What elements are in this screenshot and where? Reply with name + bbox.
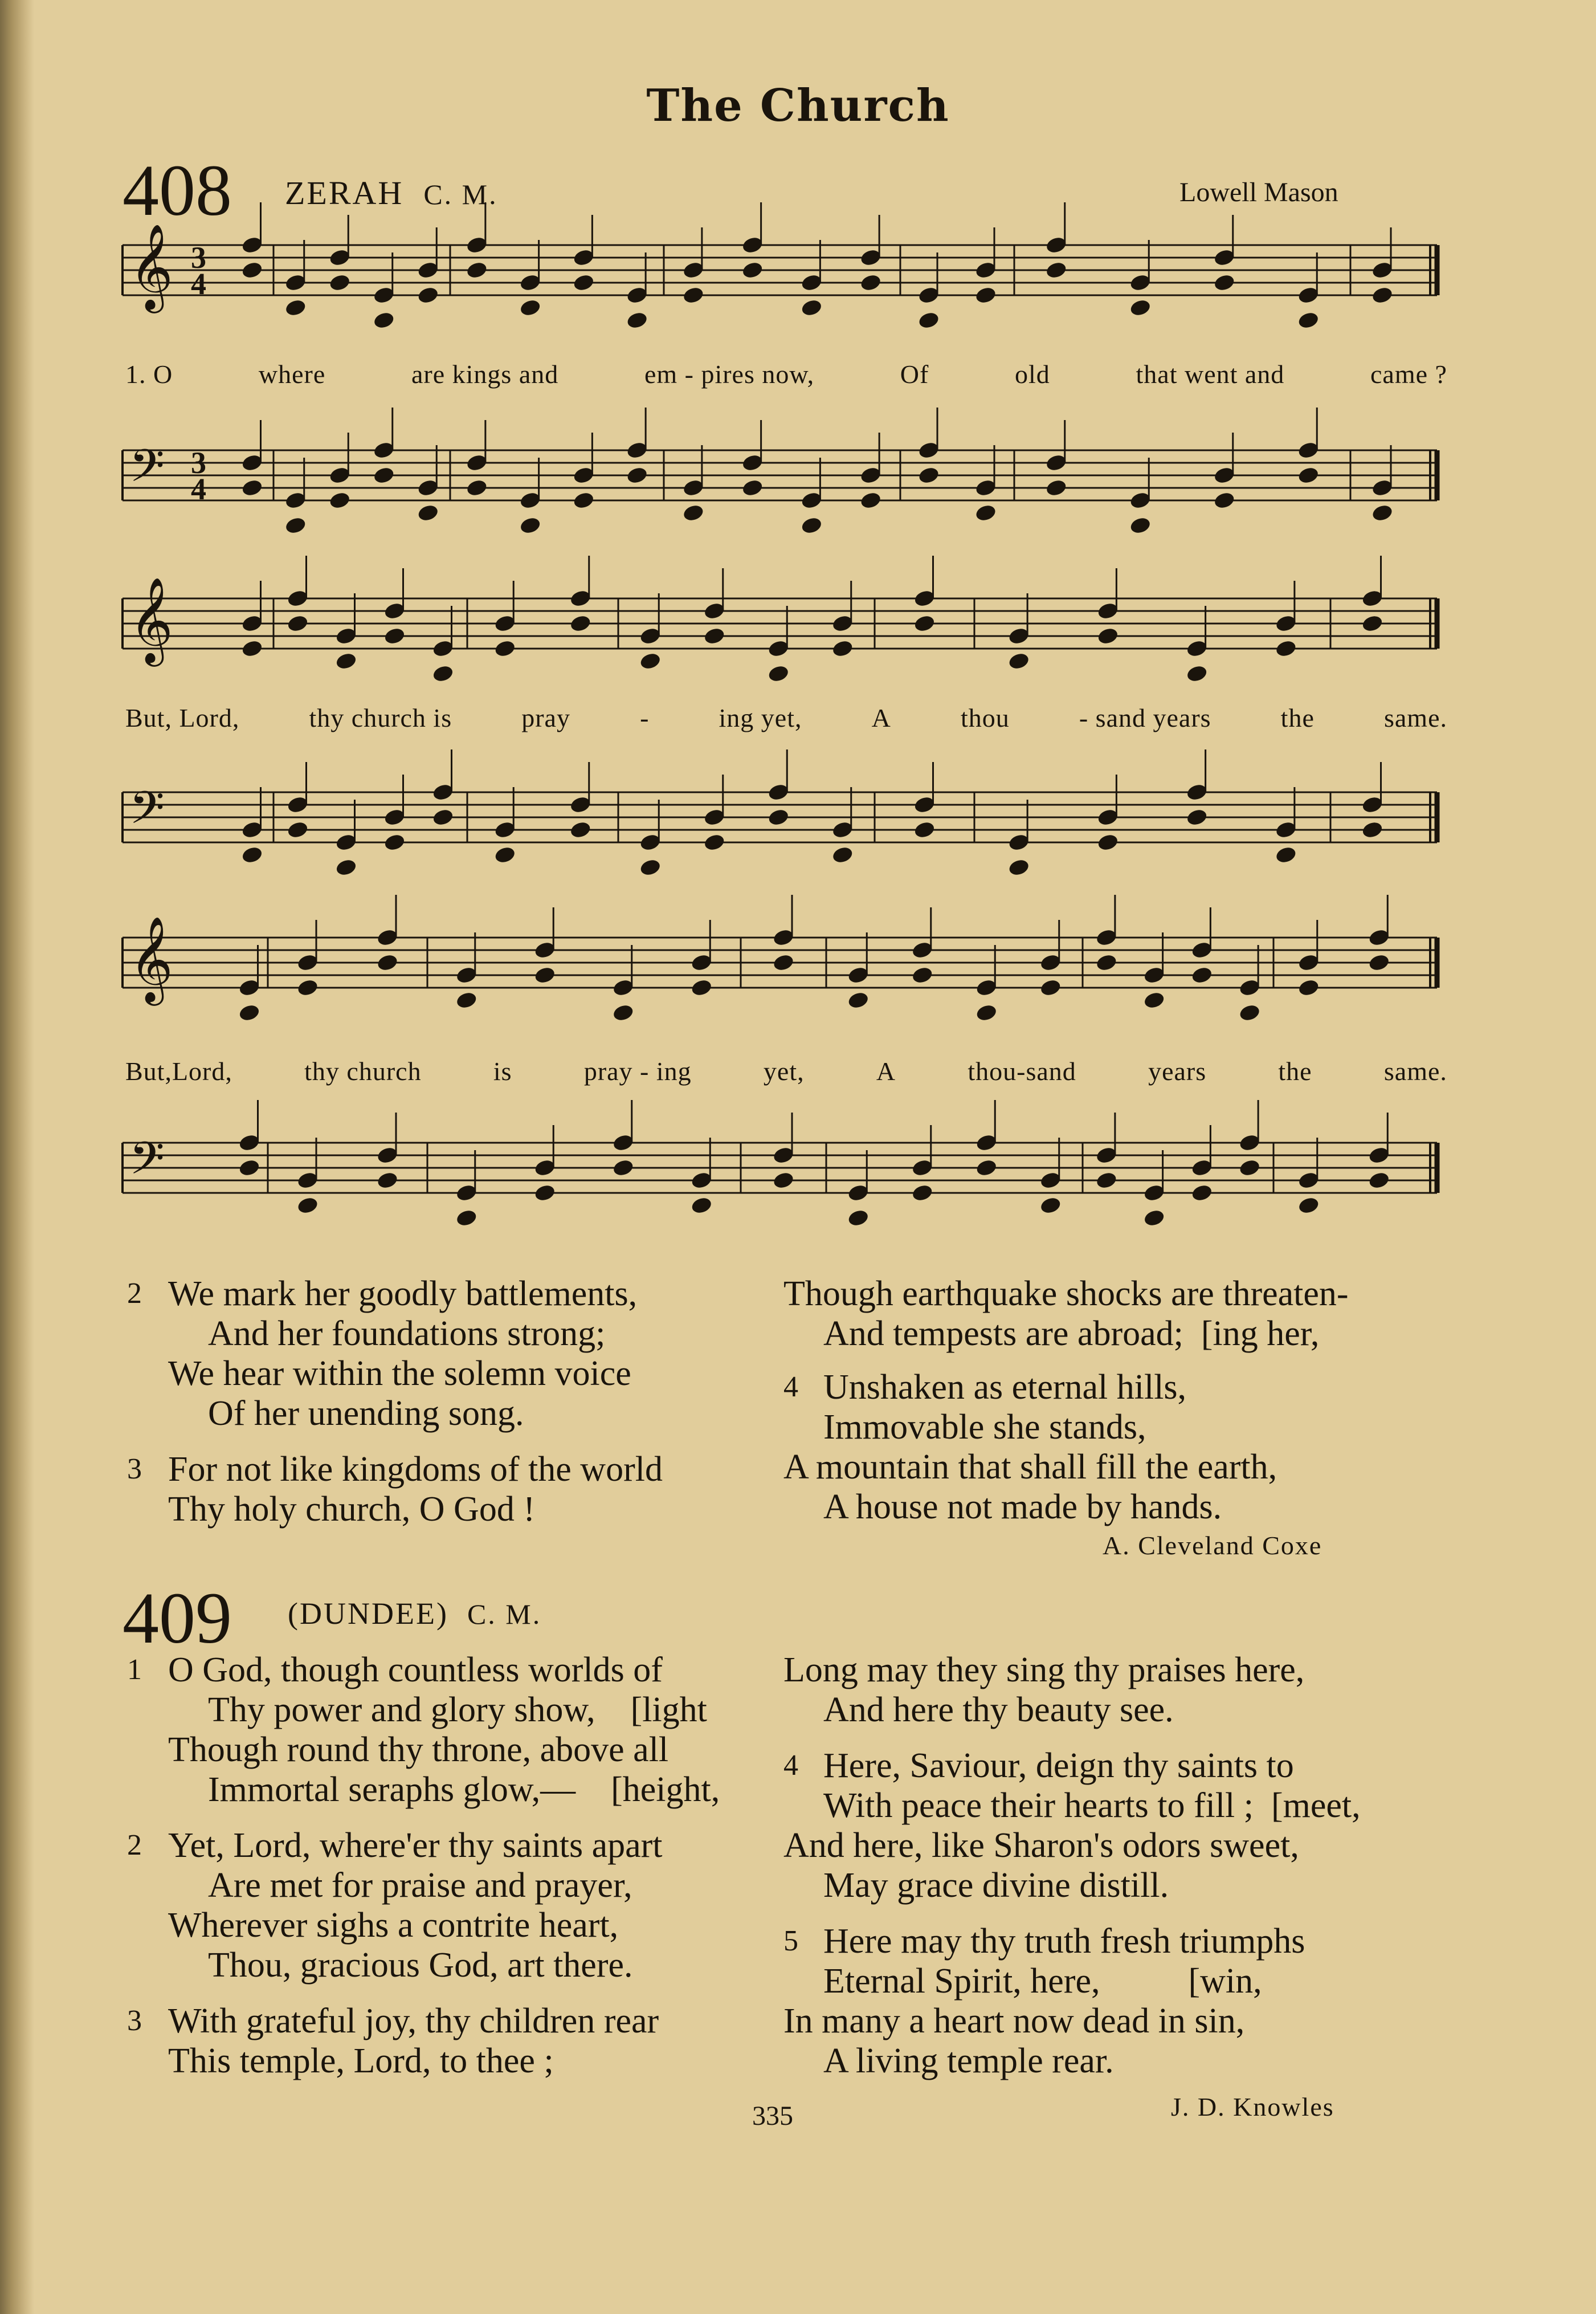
note-head — [1143, 1208, 1166, 1228]
hymn-408-author: A. Cleveland Coxe — [1103, 1531, 1322, 1560]
hymn-409-tune — [288, 1596, 541, 1631]
note-head — [519, 298, 542, 317]
note-head — [328, 491, 351, 510]
note-head — [767, 808, 790, 827]
lyric-syllable: thy church is — [309, 703, 452, 732]
note-head — [569, 820, 592, 840]
note-head — [238, 1003, 260, 1022]
note-head — [238, 1158, 260, 1178]
lyric-syllable: Of — [900, 360, 929, 389]
page-number: 335 — [752, 2101, 793, 2131]
note-head — [626, 311, 648, 330]
hymn-409-verse-2 — [127, 1826, 875, 1985]
note-head — [1297, 466, 1320, 485]
note-head — [1129, 516, 1152, 535]
note-head — [741, 478, 764, 498]
note-head — [1368, 1171, 1390, 1190]
lyric-syllable: thy church — [304, 1057, 422, 1086]
lyric-syllable: where — [258, 360, 326, 389]
note-head — [376, 953, 399, 972]
time-signature: 4 — [191, 472, 206, 506]
note-head — [373, 311, 395, 330]
note-head — [1297, 311, 1320, 330]
lyric-syllable: pray — [521, 703, 570, 732]
note-head — [690, 978, 713, 997]
verse-line: Thy power and glory show, [light — [208, 1690, 707, 1729]
note-head — [455, 1208, 478, 1228]
verse-line: Though round thy throne, above all — [168, 1730, 669, 1769]
verse-line: Eternal Spirit, here, [win, — [823, 1962, 1262, 2001]
note-head — [1368, 953, 1390, 972]
note-head — [334, 858, 357, 877]
note-head — [831, 639, 854, 658]
note-head — [703, 626, 726, 646]
lyric-syllable: the — [1280, 703, 1315, 732]
note-head — [533, 965, 556, 985]
verse-line: With peace their hearts to fill ; [meet, — [823, 1786, 1361, 1825]
treble-clef-icon: 𝄞 — [129, 915, 173, 1002]
verse-line: O God, though countless worlds of — [168, 1651, 663, 1689]
bass-clef-icon: 𝄢 — [129, 781, 165, 845]
note-head — [1297, 1196, 1320, 1215]
note-head — [334, 651, 357, 671]
note-head — [466, 260, 488, 280]
verse-line: Thy holy church, O God ! — [168, 1490, 535, 1529]
note-head — [772, 1171, 795, 1190]
hymn-408-lyrics-system-1 — [125, 359, 1447, 393]
note-head — [1186, 664, 1209, 683]
lyric-syllable: that went and — [1136, 360, 1285, 389]
note-head — [1096, 833, 1119, 852]
note-head — [572, 491, 595, 510]
treble-clef-icon: 𝄞 — [129, 576, 173, 663]
note-head — [682, 503, 705, 523]
lyric-syllable: old — [1015, 360, 1050, 389]
note-head — [847, 991, 870, 1010]
time-signature: 4 — [191, 267, 206, 301]
hymn-409-verse-5 — [783, 1921, 1490, 2081]
lyric-syllable: same. — [1383, 703, 1447, 732]
verse-number: 1 — [127, 1653, 142, 1686]
note-head — [296, 978, 319, 997]
note-head — [1007, 858, 1030, 877]
note-head — [286, 614, 309, 633]
verse-line: And here thy beauty see. — [823, 1690, 1174, 1729]
verse-line: Immovable she stands, — [823, 1408, 1146, 1447]
note-head — [431, 808, 454, 827]
hymn-409-verse-4 — [783, 1746, 1490, 1905]
lyric-syllable: thou — [960, 703, 1010, 732]
hymn-409-verse-3 — [127, 2001, 875, 2081]
verse-line: A living temple rear. — [823, 2042, 1114, 2080]
verse-line: Wherever sighs a contrite heart, — [168, 1906, 619, 1945]
note-head — [1371, 286, 1394, 305]
verse-line: Here, Saviour, deign thy saints to — [823, 1746, 1294, 1785]
verse-line: Though earthquake shocks are threaten- — [783, 1274, 1349, 1313]
verse-line: And here, like Sharon's odors sweet, — [783, 1826, 1299, 1865]
note-head — [1361, 820, 1383, 840]
note-head — [1039, 1196, 1062, 1215]
lyric-syllable: - — [640, 703, 650, 732]
note-head — [572, 273, 595, 292]
note-head — [974, 286, 997, 305]
verse-number: 2 — [127, 1277, 142, 1310]
note-head — [296, 1196, 319, 1215]
hymn-408-verse-3 — [127, 1449, 875, 1529]
verse-line: We hear within the solemn voice — [168, 1354, 631, 1393]
note-head — [240, 260, 263, 280]
verse-line: Are met for praise and prayer, — [208, 1866, 632, 1905]
note-head — [911, 1183, 934, 1203]
treble-clef-icon: 𝄞 — [129, 223, 173, 309]
note-head — [911, 965, 934, 985]
running-head: The Church — [646, 80, 950, 132]
meter: C. M. — [467, 1598, 542, 1630]
hymn-408-composer: Lowell Mason — [1179, 177, 1338, 207]
verse-number: 3 — [127, 2005, 142, 2037]
hymn-408-lyrics-system-3 — [125, 1056, 1447, 1090]
hymn-409-number: 409 — [123, 1578, 232, 1659]
note-head — [1297, 978, 1320, 997]
note-head — [626, 466, 648, 485]
note-head — [639, 858, 662, 877]
note-head — [800, 298, 823, 317]
note-head — [493, 845, 516, 865]
verse-number: 4 — [783, 1371, 798, 1403]
note-head — [1238, 1003, 1261, 1022]
lyric-syllable: same. — [1383, 1057, 1447, 1086]
lyric-syllable: - sand years — [1079, 703, 1211, 732]
note-head — [1039, 978, 1062, 997]
note-head — [373, 466, 395, 485]
lyric-syllable: the — [1278, 1057, 1312, 1086]
note-head — [1095, 1171, 1118, 1190]
lyric-syllable: A — [871, 703, 891, 732]
note-head — [328, 273, 351, 292]
note-head — [612, 1158, 635, 1178]
note-head — [1095, 953, 1118, 972]
note-head — [493, 639, 516, 658]
hymn-409-verses-left — [127, 1650, 875, 2097]
verse-number: 4 — [783, 1749, 798, 1782]
note-head — [690, 1196, 713, 1215]
note-head — [376, 1171, 399, 1190]
verse-line: May grace divine distill. — [823, 1866, 1169, 1905]
note-head — [1129, 298, 1152, 317]
note-head — [466, 478, 488, 498]
lyric-syllable: But, Lord, — [125, 703, 240, 732]
verse-number: 5 — [783, 1925, 798, 1957]
verse-line: This temple, Lord, to thee ; — [168, 2042, 554, 2080]
note-head — [859, 273, 882, 292]
hymn-408-verses-left — [127, 1274, 875, 1545]
lyric-syllable: years — [1148, 1057, 1207, 1086]
note-head — [417, 286, 439, 305]
note-head — [519, 516, 542, 535]
verse-line: Of her unending song. — [208, 1394, 524, 1433]
lyric-syllable: But,Lord, — [125, 1057, 232, 1086]
note-head — [1007, 651, 1030, 671]
verse-line: And her foundations strong; — [208, 1314, 606, 1353]
note-head — [286, 820, 309, 840]
note-head — [767, 664, 790, 683]
tune-name: ZERAH — [285, 174, 404, 211]
hymn-408-lyrics-system-2 — [125, 703, 1447, 737]
hymn-409-author: J. D. Knowles — [1171, 2092, 1334, 2121]
note-head — [569, 614, 592, 633]
note-head — [284, 298, 307, 317]
note-head — [1096, 626, 1119, 646]
lyric-syllable: 1. O — [125, 360, 173, 389]
note-head — [913, 820, 936, 840]
verse-line: A house not made by hands. — [823, 1488, 1222, 1526]
note-head — [741, 260, 764, 280]
verse-line: Unshaken as eternal hills, — [823, 1368, 1187, 1407]
time-signature: 3 — [191, 241, 206, 275]
lyric-syllable: yet, — [763, 1057, 805, 1086]
hymn-408-verse-2 — [127, 1274, 875, 1433]
lyric-syllable: came ? — [1370, 360, 1447, 389]
verse-line: Thou, gracious God, art there. — [208, 1946, 633, 1985]
verse-line: With grateful joy, thy children rear — [168, 2002, 659, 2040]
note-head — [1045, 260, 1068, 280]
hymn-409-verse-3-cont — [783, 1650, 1490, 1730]
note-head — [974, 503, 997, 523]
note-head — [1186, 808, 1209, 827]
note-head — [1361, 614, 1383, 633]
verse-line: We mark her goodly battlements, — [168, 1274, 638, 1313]
note-head — [533, 1183, 556, 1203]
lyric-syllable: em - pires now, — [644, 360, 815, 389]
meter: C. M. — [423, 178, 498, 210]
note-head — [1238, 1158, 1261, 1178]
lyric-syllable: A — [876, 1057, 896, 1086]
verse-line: A mountain that shall fill the earth, — [783, 1448, 1277, 1486]
verse-number: 2 — [127, 1829, 142, 1861]
note-head — [1371, 503, 1394, 523]
verse-line: In many a heart now dead in sin, — [783, 2002, 1245, 2040]
lyric-syllable: ing yet, — [719, 703, 802, 732]
note-head — [682, 286, 705, 305]
note-head — [800, 516, 823, 535]
note-head — [417, 503, 439, 523]
verse-line: Immortal seraphs glow,— [height, — [208, 1770, 720, 1809]
note-head — [847, 1208, 870, 1228]
note-head — [975, 1003, 998, 1022]
note-head — [1045, 478, 1068, 498]
lyric-syllable: pray - ing — [583, 1057, 692, 1086]
note-head — [1190, 1183, 1213, 1203]
note-head — [383, 833, 406, 852]
note-head — [917, 311, 940, 330]
note-head — [1190, 965, 1213, 985]
note-head — [284, 516, 307, 535]
note-head — [859, 491, 882, 510]
hymn-408-verse-4 — [783, 1367, 1490, 1527]
note-head — [1213, 491, 1236, 510]
note-head — [1275, 845, 1297, 865]
note-head — [240, 845, 263, 865]
note-head — [383, 626, 406, 646]
note-head — [703, 833, 726, 852]
verse-line: Long may they sing thy praises here, — [783, 1651, 1305, 1689]
bass-clef-icon: 𝄢 — [129, 1132, 165, 1196]
note-head — [831, 845, 854, 865]
note-head — [639, 651, 662, 671]
verse-line: For not like kingdoms of the world — [168, 1450, 663, 1489]
lyric-syllable: is — [493, 1057, 512, 1086]
note-head — [772, 953, 795, 972]
lyric-syllable: are kings and — [411, 360, 559, 389]
hymn-409-verses-right — [783, 1650, 1490, 2097]
note-head — [612, 1003, 635, 1022]
verse-line: Here may thy truth fresh triumphs — [823, 1922, 1305, 1961]
note-head — [240, 478, 263, 498]
hymn-409-verse-1 — [127, 1650, 875, 1810]
tune-name: (DUNDEE) — [288, 1596, 448, 1631]
note-head — [975, 1158, 998, 1178]
hymn-408-number: 408 — [123, 150, 232, 231]
lyric-syllable: thou-sand — [968, 1057, 1076, 1086]
hymn-408-verse-3-cont — [783, 1274, 1490, 1354]
verse-line: Yet, Lord, where'er thy saints apart — [168, 1826, 663, 1865]
note-head — [917, 466, 940, 485]
note-head — [1275, 639, 1297, 658]
note-head — [240, 639, 263, 658]
note-head — [913, 614, 936, 633]
hymn-408-verses-right — [783, 1274, 1490, 1543]
verse-line: And tempests are abroad; [ing her, — [823, 1314, 1320, 1353]
time-signature: 3 — [191, 446, 206, 480]
note-head — [431, 664, 454, 683]
note-head — [455, 991, 478, 1010]
note-head — [1213, 273, 1236, 292]
note-head — [1143, 991, 1166, 1010]
bass-clef-icon: 𝄢 — [129, 439, 165, 503]
verse-number: 3 — [127, 1453, 142, 1485]
